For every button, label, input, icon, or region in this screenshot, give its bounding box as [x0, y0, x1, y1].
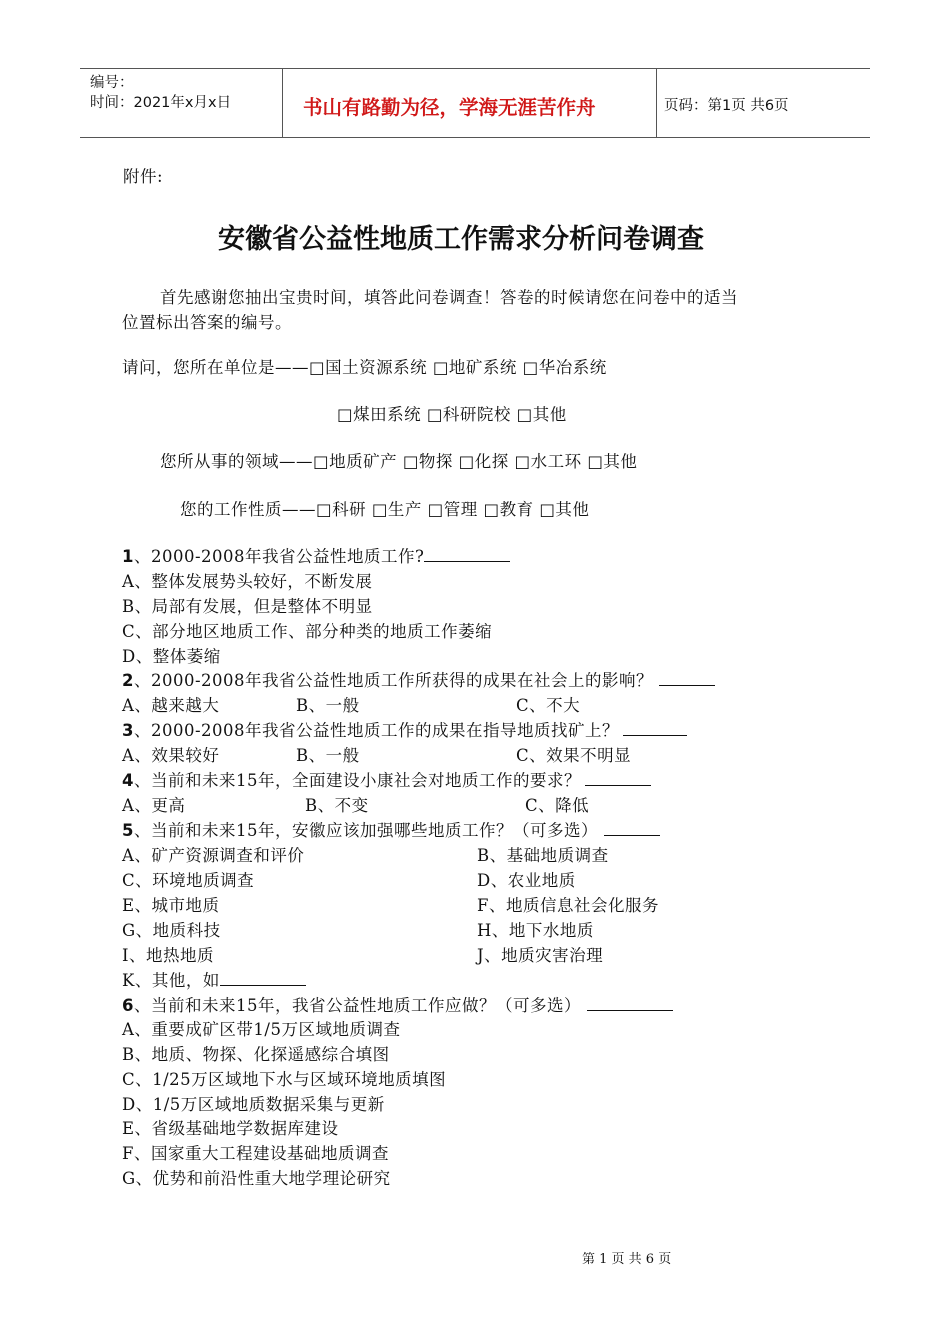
serial-label: 编号： — [90, 75, 134, 91]
question-3 — [122, 717, 687, 741]
slogan: 书山有路勤为径，学海无涯苦作舟 — [303, 96, 596, 119]
option: C、效果不明显 — [516, 746, 632, 765]
option: B、局部有发展，但是整体不明显 — [122, 597, 373, 616]
question-number: 1 — [122, 547, 134, 566]
option: B、一般 — [296, 696, 360, 715]
question-text: 、2000-2008年我省公益性地质工作? — [133, 547, 425, 566]
attachment-label: 附件: — [123, 167, 164, 186]
option: C、不大 — [516, 696, 581, 715]
option: C、1/25万区域地下水与区域环境地质填图 — [122, 1070, 447, 1089]
unit-question-cont: □煤田系统 □科研院校 □其他 — [337, 405, 567, 424]
option: D、农业地质 — [477, 871, 576, 890]
field-question: 您所从事的领域——□地质矿产 □物探 □化探 □水工环 □其他 — [160, 452, 638, 471]
option: B、基础地质调查 — [477, 846, 609, 865]
other-blank[interactable] — [220, 971, 306, 986]
option: F、地质信息社会化服务 — [477, 896, 659, 915]
option: A、越来越大 — [122, 696, 220, 715]
job-question: 您的工作性质——□科研 □生产 □管理 □教育 □其他 — [180, 500, 590, 519]
option: F、国家重大工程建设基础地质调查 — [122, 1144, 389, 1163]
question-text: 、当前和未来15年，安徽应该加强哪些地质工作？（可多选） — [133, 821, 598, 840]
option: A、更高 — [122, 796, 186, 815]
answer-blank[interactable] — [623, 721, 687, 736]
option: E、城市地质 — [122, 896, 220, 915]
page-footer: 第 1 页 共 6 页 — [582, 1252, 672, 1267]
question-text: 、2000-2008年我省公益性地质工作所获得的成果在社会上的影响？ — [133, 671, 654, 690]
option: A、效果较好 — [122, 746, 220, 765]
option: G、地质科技 — [122, 921, 221, 940]
answer-blank[interactable] — [604, 821, 660, 836]
page-label: 页码：第1页 共6页 — [664, 98, 789, 114]
answer-blank[interactable] — [585, 771, 651, 786]
question-number: 6 — [122, 996, 134, 1015]
intro-line: 首先感谢您抽出宝贵时间，填答此问卷调查！答卷的时候请您在问卷中的适当 — [160, 288, 738, 307]
question-1 — [122, 543, 510, 567]
answer-blank[interactable] — [659, 671, 715, 686]
question-6 — [122, 992, 673, 1016]
header-divider — [282, 69, 283, 137]
option: D、1/5万区域地质数据采集与更新 — [122, 1095, 385, 1114]
option: J、地质灾害治理 — [477, 946, 604, 965]
option: B、地质、物探、化探遥感综合填图 — [122, 1045, 390, 1064]
option: H、地下水地质 — [477, 921, 594, 940]
option: B、一般 — [296, 746, 360, 765]
option: E、省级基础地学数据库建设 — [122, 1119, 339, 1138]
question-2 — [122, 667, 715, 691]
option-other — [122, 967, 306, 991]
option: A、矿产资源调查和评价 — [122, 846, 305, 865]
option: A、重要成矿区带1/5万区域地质调查 — [122, 1020, 401, 1039]
option: C、降低 — [525, 796, 590, 815]
question-text: 、当前和未来15年，全面建设小康社会对地质工作的要求？ — [133, 771, 581, 790]
intro-line: 位置标出答案的编号。 — [122, 313, 292, 332]
option: G、优势和前沿性重大地学理论研究 — [122, 1169, 391, 1188]
page-title: 安徽省公益性地质工作需求分析问卷调查 — [218, 224, 704, 255]
question-number: 2 — [122, 671, 134, 690]
option: I、地热地质 — [122, 946, 215, 965]
answer-blank[interactable] — [424, 547, 510, 562]
question-number: 5 — [122, 821, 134, 840]
question-number: 4 — [122, 771, 134, 790]
unit-question: 请问，您所在单位是——□国土资源系统 □地矿系统 □华冶系统 — [122, 358, 607, 377]
header-divider — [656, 69, 657, 137]
question-text: 、2000-2008年我省公益性地质工作的成果在指导地质找矿上？ — [133, 721, 620, 740]
option: A、整体发展势头较好，不断发展 — [122, 572, 373, 591]
date-label: 时间：2021年x月x日 — [90, 95, 232, 111]
option: K、其他，如 — [122, 971, 220, 990]
question-number: 3 — [122, 721, 134, 740]
option: C、部分地区地质工作、部分种类的地质工作萎缩 — [122, 622, 493, 641]
question-4 — [122, 767, 651, 791]
option: C、环境地质调查 — [122, 871, 255, 890]
option: D、整体萎缩 — [122, 647, 221, 666]
answer-blank[interactable] — [587, 996, 673, 1011]
question-text: 、当前和未来15年，我省公益性地质工作应做？（可多选） — [133, 996, 581, 1015]
question-5 — [122, 817, 660, 841]
option: B、不变 — [305, 796, 369, 815]
